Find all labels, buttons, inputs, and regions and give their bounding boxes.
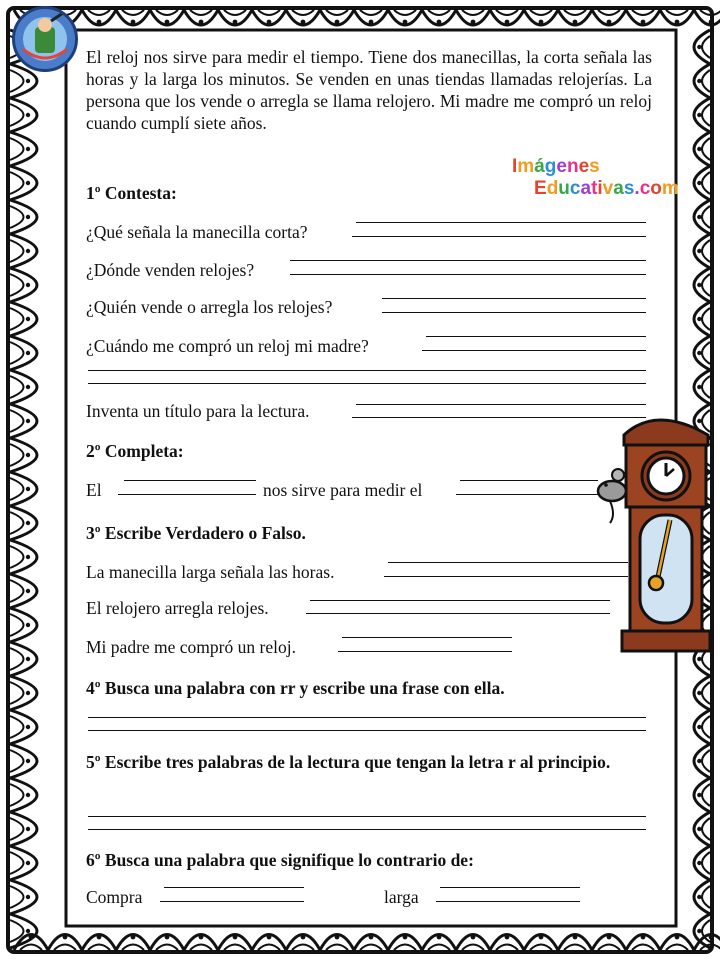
statement-1: La manecilla larga señala las horas. <box>86 562 335 582</box>
watermark-text <box>512 156 682 200</box>
grandfather-clock-icon <box>596 405 716 655</box>
blank-line[interactable] <box>124 480 256 481</box>
complete-word-start: El <box>86 480 102 500</box>
blank-line[interactable] <box>118 494 256 495</box>
answer-line[interactable] <box>88 829 646 830</box>
section-2-title: 2º Completa: <box>86 441 184 461</box>
question-5: Inventa un título para la lectura. <box>86 401 310 421</box>
question-4: ¿Cuándo me compró un reloj mi madre? <box>86 336 369 356</box>
section-3-title: 3º Escribe Verdadero o Falso. <box>86 523 306 543</box>
answer-line[interactable] <box>160 901 304 902</box>
logo-badge-icon <box>12 6 78 72</box>
section-6-title: 6º Busca una palabra que signifique lo contrario de: <box>86 850 474 870</box>
answer-line[interactable] <box>164 887 304 888</box>
answer-line[interactable] <box>388 562 628 563</box>
question-2: ¿Dónde venden relojes? <box>86 260 255 280</box>
answer-line[interactable] <box>88 730 646 731</box>
answer-line[interactable] <box>338 651 512 652</box>
answer-line[interactable] <box>440 887 580 888</box>
watermark-line-1: Imágenes <box>512 156 600 177</box>
answer-line[interactable] <box>88 816 646 817</box>
answer-line[interactable] <box>382 298 646 299</box>
answer-line[interactable] <box>290 274 646 275</box>
answer-line[interactable] <box>290 260 646 261</box>
watermark-line-2: Educativas.com <box>534 178 679 199</box>
mouse-icon <box>598 469 626 523</box>
section-4-title: 4º Busca una palabra con rr y escribe una frase con ella. <box>86 678 505 698</box>
answer-line[interactable] <box>422 350 646 351</box>
reading-paragraph: El reloj nos sirve para medir el tiempo. Tiene dos manecillas, la corta señala las horas y la larga los minutos. Se venden en unas tiendas llamadas relojerías. La persona que los vende o arregla se llama relojero. Mi madre me compró un reloj cuando cumplí siete años. <box>86 47 652 133</box>
answer-line[interactable] <box>382 312 646 313</box>
answer-line[interactable] <box>426 336 646 337</box>
section-5-title: 5º Escribe tres palabras de la lectura que tengan la letra r al principio. <box>86 752 611 772</box>
blank-line[interactable] <box>456 494 598 495</box>
answer-line[interactable] <box>356 222 646 223</box>
blank-line[interactable] <box>460 480 598 481</box>
answer-line[interactable] <box>342 637 512 638</box>
answer-line[interactable] <box>88 383 646 384</box>
statement-2: El relojero arregla relojes. <box>86 598 269 618</box>
opposite-word-1: Compra <box>86 887 143 907</box>
answer-line[interactable] <box>306 613 610 614</box>
question-3: ¿Quién vende o arregla los relojes? <box>86 297 333 317</box>
question-1: ¿Qué señala la manecilla corta? <box>86 222 308 242</box>
answer-line[interactable] <box>384 576 628 577</box>
worksheet-content <box>86 46 652 134</box>
section-1-title: 1º Contesta: <box>86 183 177 203</box>
statement-3: Mi padre me compró un reloj. <box>86 637 296 657</box>
answer-line[interactable] <box>310 600 610 601</box>
answer-line[interactable] <box>88 370 646 371</box>
answer-line[interactable] <box>352 236 646 237</box>
answer-line[interactable] <box>436 901 580 902</box>
complete-word-middle: nos sirve para medir el <box>263 480 423 500</box>
opposite-word-2: larga <box>384 887 419 907</box>
answer-line[interactable] <box>88 717 646 718</box>
